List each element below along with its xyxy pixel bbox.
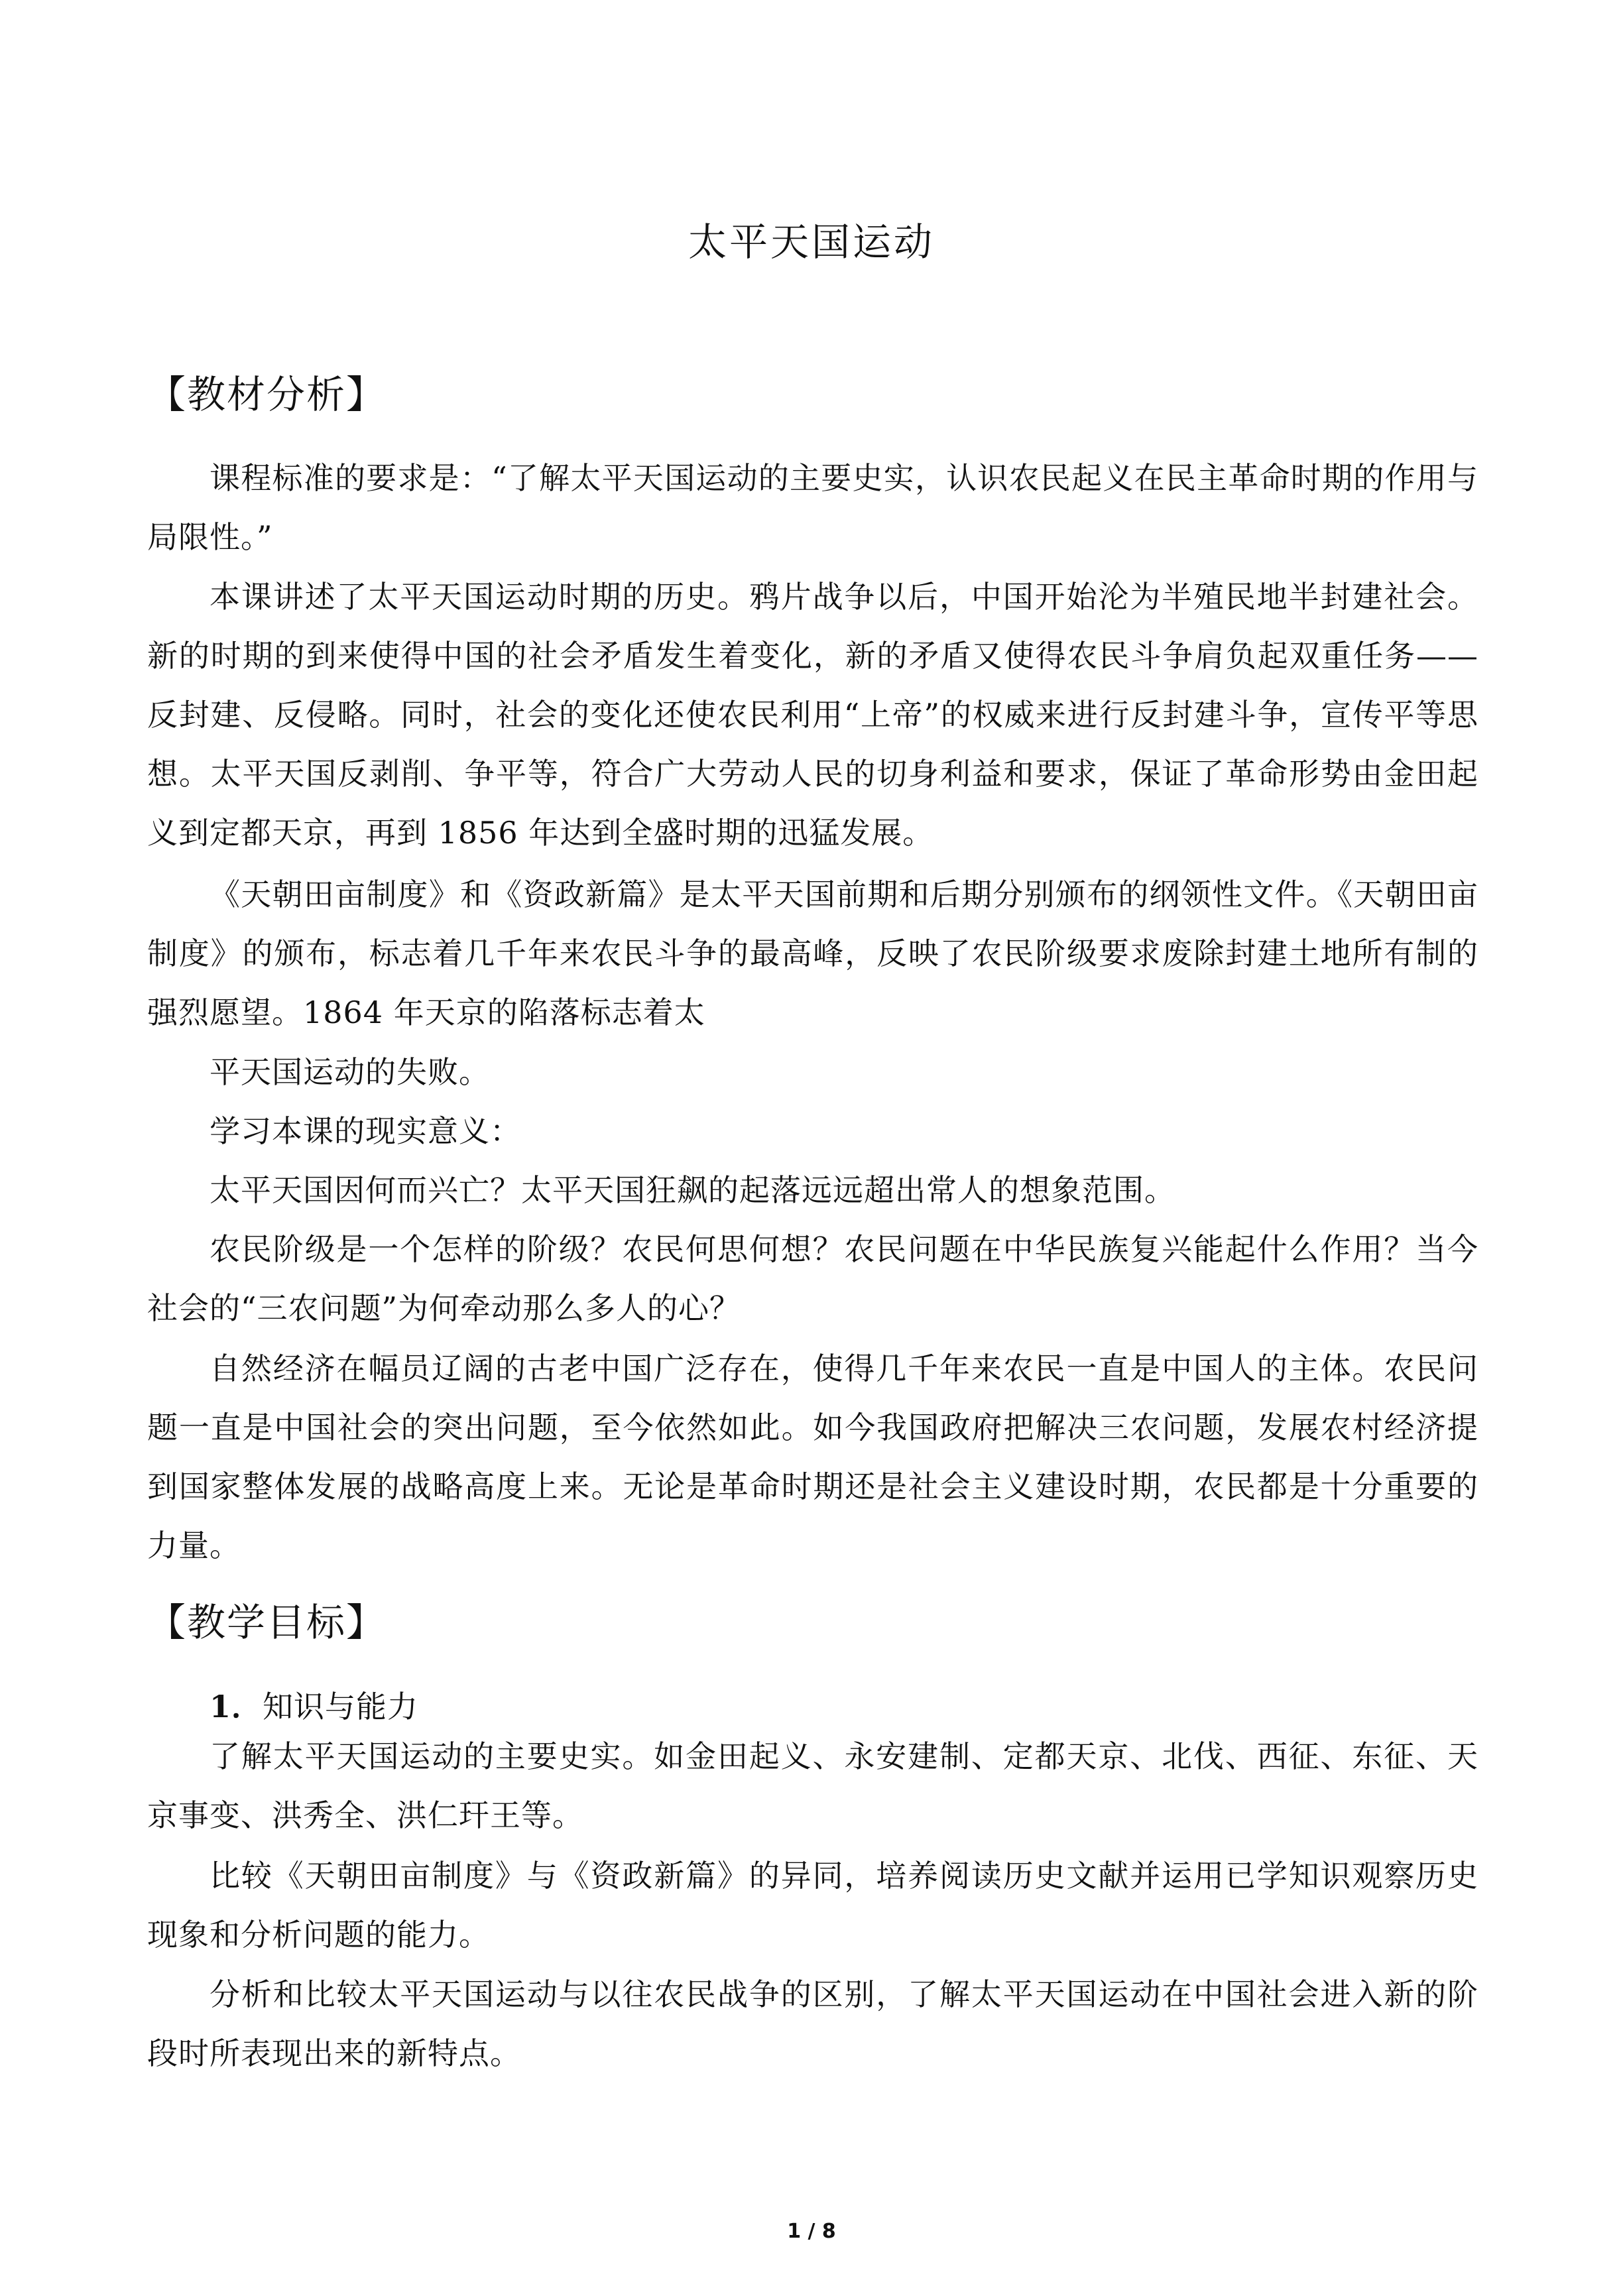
section-heading-goals: 【教学目标】 bbox=[147, 1600, 387, 1645]
paragraph: 农民阶级是一个怎样的阶级？农民何思何想？农民问题在中华民族复兴能起什么作用？当今社会的“三农问题”为何牵动那么多人的心？ bbox=[147, 1231, 1478, 1326]
subheading-knowledge-ability bbox=[210, 1683, 418, 1726]
paragraph: 学习本课的现实意义： bbox=[210, 1113, 521, 1149]
paragraph: 了解太平天国运动的主要史实。如金田起义、永安建制、定都天京、北伐、西征、东征、天京事变、洪秀全、洪仁玕王等。 bbox=[147, 1738, 1478, 1833]
subheading-text: 知识与能力 bbox=[263, 1689, 419, 1724]
paragraph: 太平天国因何而兴亡？太平天国狂飙的起落远远超出常人的想象范围。 bbox=[210, 1172, 1175, 1208]
subheading-number: 1． bbox=[210, 1689, 263, 1724]
paragraph: 本课讲述了太平天国运动时期的历史。鸦片战争以后，中国开始沦为半殖民地半封建社会。新的时期的到来使得中国的社会矛盾发生着变化，新的矛盾又使得农民斗争肩负起双重任务——反封建、反侵略。同时，社会的变化还使农民利用“上帝”的权威来进行反封建斗争，宣传平等思想。太平天国反剥削、争平等，符合广大劳动人民的切身利益和要求，保证了革命形势由金田起义到定都天京，再到 1856 年达到全盛时期的迅猛发展。 bbox=[147, 579, 1478, 851]
page-title: 太平天国运动 bbox=[688, 219, 935, 265]
paragraph: 平天国运动的失败。 bbox=[210, 1054, 490, 1090]
paragraph: 比较《天朝田亩制度》与《资政新篇》的异同，培养阅读历史文献并运用已学知识观察历史现象和分析问题的能力。 bbox=[147, 1858, 1478, 1953]
page-number: 1 / 8 bbox=[787, 2220, 836, 2243]
section-heading-analysis: 【教材分析】 bbox=[147, 372, 387, 417]
paragraph: 《天朝田亩制度》和《资政新篇》是太平天国前期和后期分别颁布的纲领性文件。《天朝田亩制度》的颁布，标志着几千年来农民斗争的最高峰，反映了农民阶级要求废除封建土地所有制的强烈愿望。1864 年天京的陷落标志着太 bbox=[147, 876, 1478, 1030]
paragraph: 分析和比较太平天国运动与以往农民战争的区别，了解太平天国运动在中国社会进入新的阶段时所表现出来的新特点。 bbox=[147, 1976, 1478, 2071]
paragraph: 自然经济在幅员辽阔的古老中国广泛存在，使得几千年来农民一直是中国人的主体。农民问题一直是中国社会的突出问题，至今依然如此。如今我国政府把解决三农问题，发展农村经济提到国家整体发展的战略高度上来。无论是革命时期还是社会主义建设时期，农民都是十分重要的力量。 bbox=[147, 1351, 1478, 1563]
paragraph: 课程标准的要求是：“了解太平天国运动的主要史实，认识农民起义在民主革命时期的作用与局限性。” bbox=[147, 460, 1478, 555]
